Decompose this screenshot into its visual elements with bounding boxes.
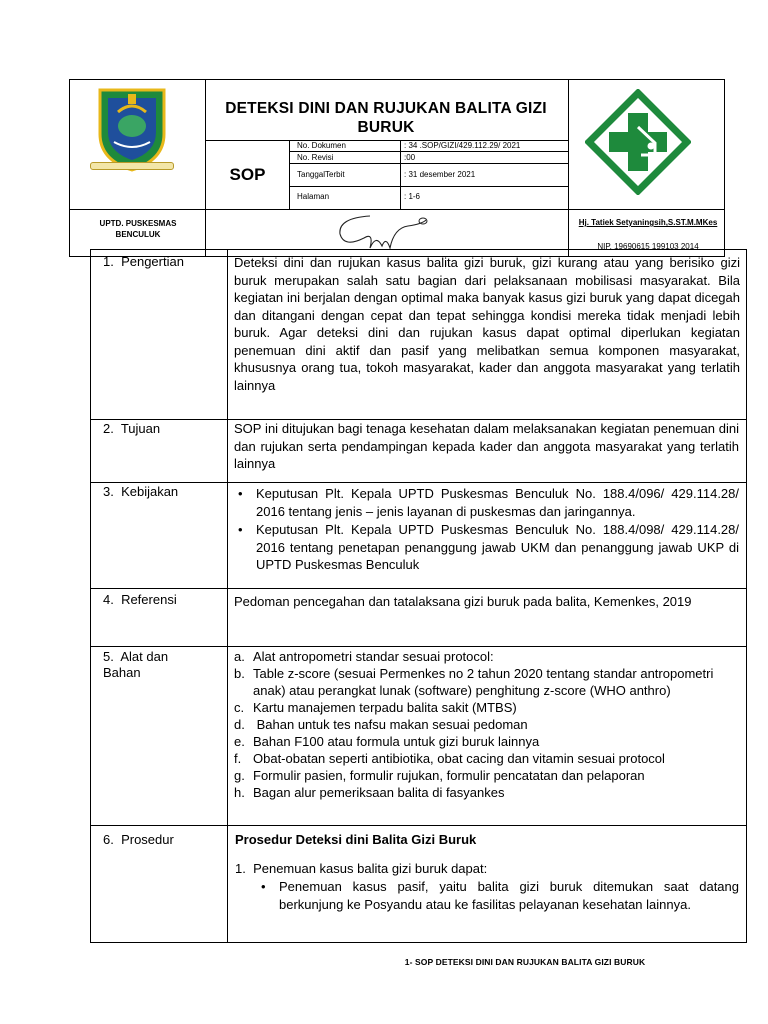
- row-label-alat-text: 5. Alat dan Bahan: [103, 649, 172, 680]
- row-list-alat: [231, 648, 739, 801]
- row-label-referensi: 4. Referensi: [103, 592, 177, 607]
- list-text: Obat-obatan seperti antibiotika, obat cacing dan vitamin sesuai protocol: [253, 751, 665, 766]
- list-mark: e.: [234, 734, 245, 749]
- row-text-pengertian: Deteksi dini dan rujukan kasus balita gizi buruk, gizi kurang atau yang berisiko gizi buruk merupakan salah satu bagian dari pelaksanaan mobilisasi masyarakat. Bila kegiatan ini berjalan dengan optimal maka banyak kasus gizi buruk yang dapat dicegah dan ditangani dengan cepat dan tepat sehingga kondisi mereka tidak menjadi lebih buruk. Agar deteksi dini dan rujukan kasus dapat optimal diperlukan kegiatan penemuan dini aktif dan pasif yang melibatkan semua komponen masyarakat, khususnya orang tua, tokoh masyarakat, kader dan anggota masyarakat yang terlatih lainnya: [234, 255, 740, 393]
- list-text: Table z-score (sesuai Permenkes no 2 tahun 2020 tentang standar antropometri anak) atau perangkat lunak (software) penghitung z-score (WHO anthro): [253, 666, 714, 698]
- row-divider: [90, 942, 747, 943]
- list-mark: a.: [234, 649, 245, 664]
- list-item: • Keputusan Plt. Kepala UPTD Puskesmas Benculuk No. 188.4/096/ 429.114.28/ 2016 tentang jenis – jenis layanan di puskesmas dan jaringannya.: [234, 485, 739, 520]
- org-name: UPTD. PUSKESMAS BENCULUK: [99, 219, 177, 239]
- list-mark: c.: [234, 700, 245, 715]
- list-item: • Keputusan Plt. Kepala UPTD Puskesmas Benculuk No. 188.4/098/ 429.114.28/ 2016 tentang penetapan penanggung jawab UKM dan penanggung jawab UKP di UPTD Puskesmas Benculuk: [234, 521, 739, 574]
- meta-value-date: : 31 desember 2021: [404, 170, 476, 179]
- row-text-referensi: Pedoman pencegahan dan tatalaksana gizi buruk pada balita, Kemenkes, 2019: [234, 594, 692, 609]
- meta-label-date: TanggalTerbit: [297, 170, 345, 179]
- row-label-tujuan: 2. Tujuan: [103, 421, 161, 436]
- header-divider: [289, 186, 568, 187]
- list-item: [231, 767, 739, 784]
- body-col-divider: [227, 249, 228, 943]
- meta-label-page: Halaman: [297, 192, 330, 201]
- list-item: [231, 733, 739, 750]
- header-divider: [289, 151, 568, 152]
- header-divider: [289, 163, 568, 164]
- meta-label-rev: No. Revisi: [297, 153, 334, 162]
- list-item: [231, 716, 739, 733]
- row-divider: [90, 646, 747, 647]
- prosedur-heading: Prosedur Deteksi dini Balita Gizi Buruk: [235, 832, 477, 847]
- list-text: Bahan F100 atau formula untuk gizi buruk lainnya: [253, 734, 540, 749]
- row-label-kebijakan: 3. Kebijakan: [103, 484, 179, 499]
- emblem-ribbon: [90, 162, 174, 170]
- signer-name: [578, 217, 718, 228]
- regional-emblem: [94, 86, 170, 172]
- list-item: [231, 665, 739, 699]
- sop-label: SOP: [229, 165, 266, 184]
- body-border-right: [746, 249, 747, 943]
- list-item: [231, 648, 739, 665]
- meta-value-doc: : 34 .SOP/GIZI/429.112.29/ 2021: [404, 141, 521, 150]
- list-mark: f.: [234, 751, 242, 766]
- row-text-tujuan: SOP ini ditujukan bagi tenaga kesehatan dalam melaksanakan kegiatan penemuan dini dan rujukan serta pendampingan kepada kader dan anggota masyarakat yang terlatih lainnya: [234, 421, 739, 471]
- page-footer: 1- SOP DETEKSI DINI DAN RUJUKAN BALITA GIZI BURUK: [404, 957, 646, 967]
- list-item: [231, 699, 739, 716]
- list-item: • Penemuan kasus pasif, yaitu balita gizi buruk ditemukan saat datang berkunjung ke Posyandu atau ke fasilitas pelayanan kesehatan lainnya.: [257, 878, 739, 913]
- page-title: DETEKSI DINI DAN RUJUKAN BALITA GIZI BURUK: [225, 100, 547, 136]
- prosedur-step: 1. Penemuan kasus balita gizi buruk dapat:: [235, 861, 488, 876]
- row-divider: [90, 249, 747, 250]
- row-label-pengertian: 1. Pengertian: [103, 254, 184, 269]
- meta-label-doc: No. Dokumen: [297, 141, 346, 150]
- row-divider: [90, 825, 747, 826]
- prosedur-sub: [257, 878, 739, 913]
- list-text: Kartu manajemen terpadu balita sakit (MTBS): [253, 700, 517, 715]
- list-mark: b.: [234, 666, 245, 681]
- list-mark: g.: [234, 768, 245, 783]
- row-divider: [90, 482, 747, 483]
- row-list-kebijakan: [234, 485, 739, 574]
- list-text: Alat antropometri standar sesuai protocol:: [253, 649, 494, 664]
- puskesmas-logo: [585, 89, 691, 195]
- list-text: Bahan untuk tes nafsu makan sesuai pedoman: [253, 717, 528, 732]
- signer-nip: NIP. 19690615 199103 2014: [597, 242, 699, 251]
- row-label-alat: [103, 649, 223, 681]
- list-text: Formulir pasien, formulir rujukan, formulir pencatatan dan pelaporan: [253, 768, 645, 783]
- list-mark: d.: [234, 717, 245, 732]
- list-mark: h.: [234, 785, 245, 800]
- row-label-prosedur: 6. Prosedur: [103, 832, 174, 847]
- list-item: [231, 750, 739, 767]
- list-item: [231, 784, 739, 801]
- signer-name-text: Hj. Tatiek Setyaningsih,S.ST.M.MKes: [578, 218, 718, 227]
- body-border-left: [90, 249, 91, 943]
- list-text: Bagan alur pemeriksaan balita di fasyankes: [253, 785, 505, 800]
- meta-value-page: : 1-6: [404, 192, 421, 201]
- meta-value-rev: :00: [404, 153, 416, 162]
- row-divider: [90, 588, 747, 589]
- header-divider: [568, 79, 569, 257]
